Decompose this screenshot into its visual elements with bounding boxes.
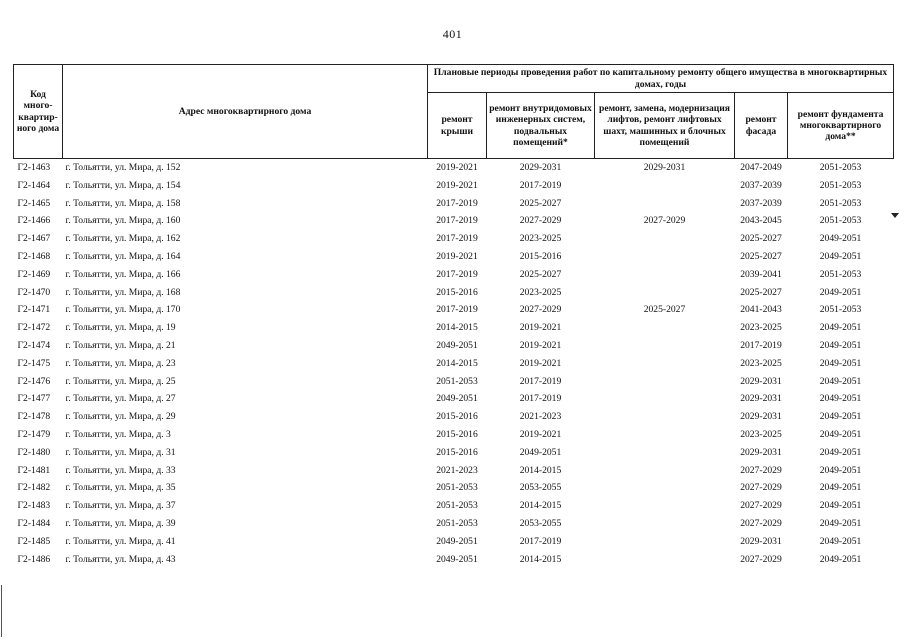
cell-roof: 2049-2051 [436,535,478,547]
cell-foundation: 2049-2051 [819,500,862,512]
table-row [14,373,894,391]
cell-address: г. Тольятти, ул. Мира, д. 27 [65,393,176,405]
cell-lifts [595,533,735,551]
page-number: 401 [442,27,463,41]
cell-roof: 2015-2016 [436,428,478,440]
cell-foundation: 2049-2051 [819,339,862,351]
cell-systems: 2017-2019 [519,179,562,191]
cell-address: г. Тольятти, ул. Мира, д. 33 [65,464,176,476]
cell-lifts [595,373,735,391]
cell-address: г. Тольятти, ул. Мира, д. 166 [65,268,181,280]
table-row [14,515,894,533]
table-row [14,159,894,177]
cell-code: Г2-1483 [17,500,51,512]
cell-lifts [595,266,735,284]
cell-facade: 2041-2043 [740,304,782,316]
cell-address: г. Тольятти, ул. Мира, д. 25 [65,375,176,387]
cell-roof: 2015-2016 [436,446,478,458]
cell-facade: 2037-2039 [740,197,782,209]
scan-margin-line [1,585,2,637]
cell-code: Г2-1486 [17,553,51,565]
cell-facade: 2037-2039 [740,179,782,191]
cell-address: г. Тольятти, ул. Мира, д. 21 [65,339,176,351]
cell-foundation: 2049-2051 [819,482,862,494]
cell-foundation: 2051-2053 [819,197,862,209]
cell-lifts [595,355,735,373]
cell-address: г. Тольятти, ул. Мира, д. 168 [65,286,181,298]
cell-facade: 2029-2031 [740,411,782,423]
cell-systems: 2014-2015 [519,553,562,565]
page-edge-mark [891,213,899,218]
table-row [14,426,894,444]
cell-address: г. Тольятти, ул. Мира, д. 170 [65,304,181,316]
header-lifts: ремонт, замена, модернизация лифтов, ремонт лифтовых шахт, машинных и блочных помещений [595,93,735,159]
cell-address: г. Тольятти, ул. Мира, д. 162 [65,233,181,245]
table-row [14,551,894,569]
cell-address: г. Тольятти, ул. Мира, д. 39 [65,517,176,529]
cell-roof: 2015-2016 [436,286,478,298]
cell-foundation: 2049-2051 [819,411,862,423]
cell-foundation: 2051-2053 [819,179,862,191]
table-row [14,355,894,373]
cell-code: Г2-1477 [17,393,51,405]
cell-address: г. Тольятти, ул. Мира, д. 160 [65,215,181,227]
cell-code: Г2-1471 [17,304,51,316]
cell-code: Г2-1476 [17,375,51,387]
cell-roof: 2051-2053 [436,375,478,387]
cell-systems: 2023-2025 [519,233,562,245]
cell-facade: 2039-2041 [740,268,782,280]
cell-code: Г2-1475 [17,357,51,369]
cell-roof: 2014-2015 [436,357,478,369]
cell-code: Г2-1463 [14,159,63,177]
cell-foundation: 2049-2051 [819,286,862,298]
table-row [14,408,894,426]
cell-facade: 2043-2045 [740,215,782,227]
table-row [14,284,894,302]
cell-facade: 2023-2025 [740,428,782,440]
cell-roof: 2019-2021 [428,159,487,177]
cell-roof: 2014-2015 [436,322,478,334]
cell-facade: 2017-2019 [740,339,782,351]
cell-roof: 2051-2053 [436,482,478,494]
cell-facade: 2027-2029 [740,553,782,565]
cell-facade: 2027-2029 [740,464,782,476]
cell-facade: 2029-2031 [740,393,782,405]
cell-facade: 2027-2029 [740,500,782,512]
table-row [14,533,894,551]
cell-systems: 2023-2025 [519,286,562,298]
header-code: Код много-квартир-ного дома [14,65,63,159]
header-systems: ремонт внутридомовых инженерных систем, подвальных помещений* [487,93,595,159]
cell-address: г. Тольятти, ул. Мира, д. 43 [65,553,176,565]
table-row [14,390,894,408]
cell-lifts [595,284,735,302]
cell-lifts [595,497,735,515]
cell-roof: 2017-2019 [436,215,478,227]
cell-address: г. Тольятти, ул. Мира, д. 158 [65,197,181,209]
cell-roof: 2017-2019 [436,197,478,209]
table-row [14,248,894,266]
cell-facade: 2029-2031 [740,375,782,387]
cell-systems: 2017-2019 [519,393,562,405]
cell-lifts [595,337,735,355]
cell-systems: 2053-2055 [519,517,562,529]
table-header [14,65,894,159]
cell-lifts [595,408,735,426]
cell-foundation: 2049-2051 [819,428,862,440]
cell-foundation: 2049-2051 [819,393,862,405]
cell-systems: 2014-2015 [519,500,562,512]
cell-foundation: 2051-2053 [819,268,862,280]
cell-systems: 2053-2055 [519,482,562,494]
cell-address: г. Тольятти, ул. Мира, д. 154 [65,179,181,191]
cell-lifts [595,426,735,444]
cell-code: Г2-1472 [17,322,51,334]
cell-foundation: 2049-2051 [819,553,862,565]
cell-systems: 2027-2029 [519,304,562,316]
cell-systems: 2015-2016 [519,250,562,262]
cell-systems: 2029-2031 [487,159,595,177]
cell-code: Г2-1479 [17,428,51,440]
cell-code: Г2-1481 [17,464,51,476]
cell-code: Г2-1465 [17,197,51,209]
header-address: Адрес многоквартирного дома [63,65,428,159]
cell-foundation: 2049-2051 [819,233,862,245]
cell-code: Г2-1485 [17,535,51,547]
cell-systems: 2019-2021 [519,339,562,351]
cell-roof: 2021-2023 [436,464,478,476]
cell-lifts [595,390,735,408]
cell-facade: 2025-2027 [740,286,782,298]
cell-code: Г2-1478 [17,411,51,423]
cell-roof: 2017-2019 [436,233,478,245]
cell-address: г. Тольятти, ул. Мира, д. 41 [65,535,176,547]
cell-systems: 2019-2021 [519,357,562,369]
table-row [14,266,894,284]
table-row [14,177,894,195]
cell-address: г. Тольятти, ул. Мира, д. 29 [65,411,176,423]
cell-facade: 2027-2029 [740,517,782,529]
cell-lifts: 2025-2027 [643,304,686,316]
cell-facade: 2029-2031 [740,446,782,458]
cell-address: г. Тольятти, ул. Мира, д. 31 [65,446,176,458]
table-body [14,159,894,569]
cell-address: г. Тольятти, ул. Мира, д. 37 [65,500,176,512]
table-row [14,301,894,319]
cell-code: Г2-1474 [17,339,51,351]
cell-code: Г2-1469 [17,268,51,280]
table-row [14,319,894,337]
table-row [14,230,894,248]
cell-facade: 2023-2025 [740,322,782,334]
table-row [14,444,894,462]
cell-systems: 2025-2027 [519,268,562,280]
cell-roof: 2017-2019 [436,268,478,280]
cell-address: г. Тольятти, ул. Мира, д. 152 [63,159,428,177]
table-row [14,337,894,355]
cell-roof: 2015-2016 [436,411,478,423]
cell-systems: 2019-2021 [519,428,562,440]
table-row [14,212,894,230]
cell-systems: 2025-2027 [519,197,562,209]
cell-lifts [595,177,735,195]
cell-foundation: 2051-2053 [819,215,862,227]
cell-lifts: 2029-2031 [595,159,735,177]
cell-foundation: 2049-2051 [819,517,862,529]
cell-roof: 2051-2053 [436,517,478,529]
table-row [14,195,894,213]
cell-foundation: 2049-2051 [819,322,862,334]
table-row [14,462,894,480]
cell-systems: 2019-2021 [519,322,562,334]
cell-address: г. Тольятти, ул. Мира, д. 35 [65,482,176,494]
cell-facade: 2029-2031 [740,535,782,547]
cell-foundation: 2051-2053 [819,304,862,316]
cell-code: Г2-1482 [17,482,51,494]
cell-lifts [595,195,735,213]
cell-foundation: 2049-2051 [819,464,862,476]
table-row [14,497,894,515]
cell-lifts [595,462,735,480]
cell-roof: 2019-2021 [436,250,478,262]
cell-code: Г2-1470 [17,286,51,298]
cell-lifts: 2027-2029 [643,215,686,227]
header-periods: Плановые периоды проведения работ по капитальному ремонту общего имущества в многоквартирных домах, годы [428,65,894,93]
cell-lifts [595,479,735,497]
cell-roof: 2017-2019 [436,304,478,316]
cell-code: Г2-1468 [17,250,51,262]
cell-foundation: 2049-2051 [819,446,862,458]
cell-systems: 2027-2029 [519,215,562,227]
cell-foundation: 2049-2051 [819,535,862,547]
cell-facade: 2023-2025 [740,357,782,369]
cell-roof: 2019-2021 [436,179,478,191]
cell-roof: 2049-2051 [436,553,478,565]
cell-roof: 2051-2053 [436,500,478,512]
cell-code: Г2-1480 [17,446,51,458]
cell-code: Г2-1484 [17,517,51,529]
cell-code: Г2-1467 [17,233,51,245]
cell-systems: 2049-2051 [519,446,562,458]
cell-roof: 2049-2051 [436,339,478,351]
cell-lifts [595,230,735,248]
cell-lifts [595,444,735,462]
cell-foundation: 2049-2051 [819,375,862,387]
cell-systems: 2021-2023 [519,411,562,423]
cell-facade: 2027-2029 [740,482,782,494]
cell-systems: 2017-2019 [519,375,562,387]
cell-facade: 2047-2049 [735,159,788,177]
header-foundation: ремонт фундамента многоквартирного дома** [788,93,894,159]
capital-repair-table [13,64,894,568]
cell-lifts [595,248,735,266]
cell-lifts [595,515,735,533]
cell-address: г. Тольятти, ул. Мира, д. 23 [65,357,176,369]
cell-systems: 2017-2019 [519,535,562,547]
cell-lifts [595,319,735,337]
cell-facade: 2025-2027 [740,250,782,262]
cell-address: г. Тольятти, ул. Мира, д. 19 [65,322,176,334]
cell-code: Г2-1464 [17,179,51,191]
cell-address: г. Тольятти, ул. Мира, д. 164 [65,250,181,262]
table-row [14,479,894,497]
cell-roof: 2049-2051 [436,393,478,405]
cell-systems: 2014-2015 [519,464,562,476]
cell-lifts [595,551,735,569]
cell-facade: 2025-2027 [740,233,782,245]
header-facade: ремонт фасада [735,93,788,159]
header-roof: ремонт крыши [428,93,487,159]
cell-foundation: 2049-2051 [819,357,862,369]
cell-address: г. Тольятти, ул. Мира, д. 3 [65,428,171,440]
cell-foundation: 2051-2053 [788,159,894,177]
cell-code: Г2-1466 [17,215,51,227]
cell-foundation: 2049-2051 [819,250,862,262]
